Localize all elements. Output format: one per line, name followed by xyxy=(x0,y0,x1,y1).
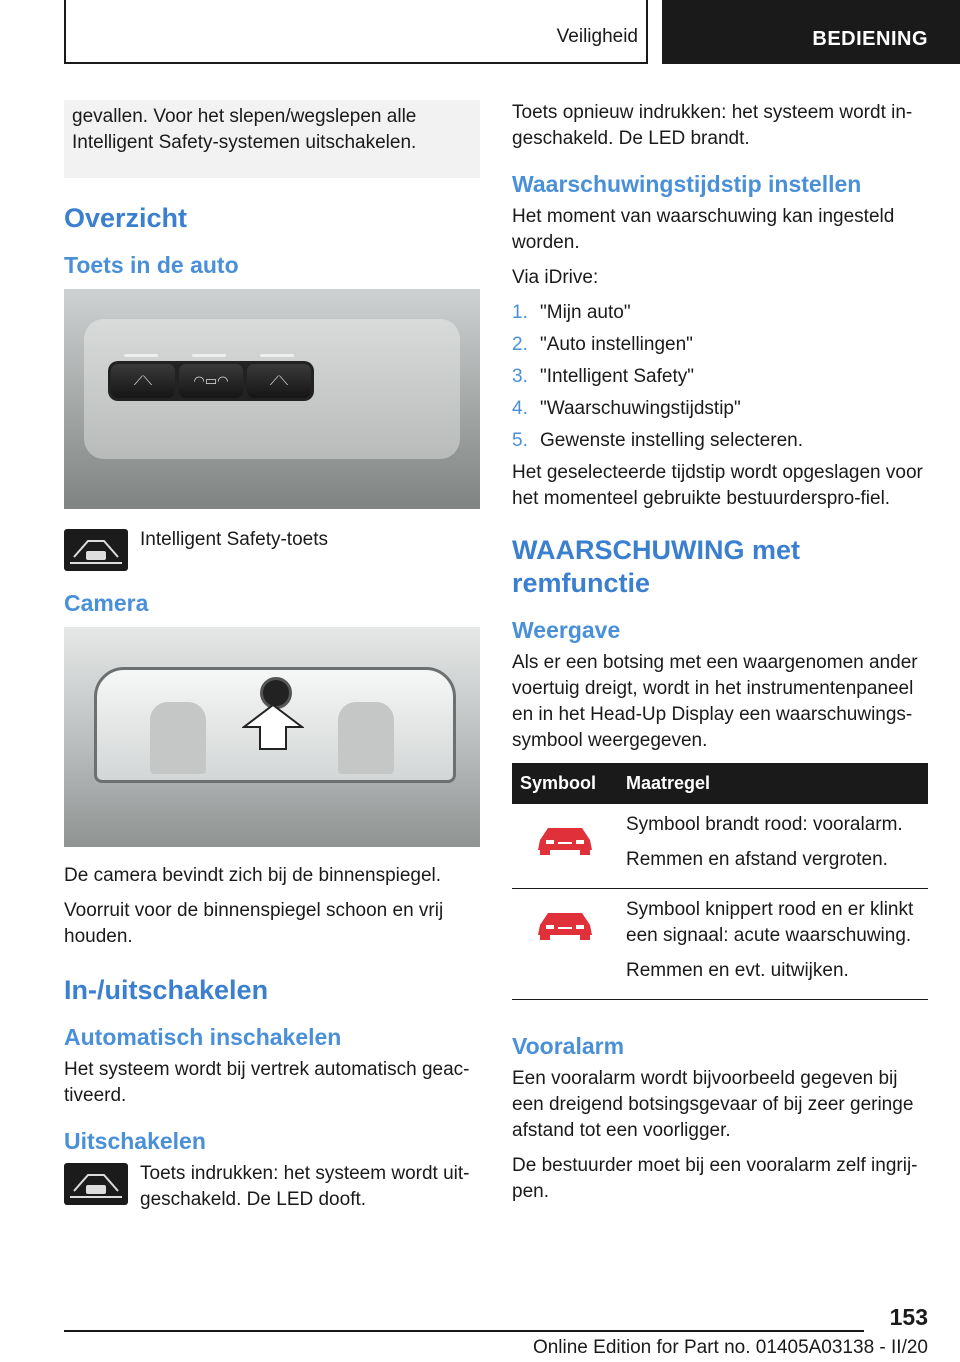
intelligent-safety-icon: ◠▭◠ xyxy=(179,364,243,398)
table-header-symbol: Symbool xyxy=(512,763,618,804)
heading-auto-on: Automatisch inschakelen xyxy=(64,1024,342,1050)
camera-windshield-photo xyxy=(64,627,480,847)
table-header-action: Maatregel xyxy=(618,763,928,804)
auto-on-text: Het systeem wordt bij vertrek automatisch geac-tiveerd. xyxy=(64,1059,470,1106)
switch-off-text: Toets indrukken: het systeem wordt uit-geschakeld. De LED dooft. xyxy=(140,1163,470,1210)
row-1-line-2: Remmen en afstand vergroten. xyxy=(626,849,888,870)
intelligent-safety-icon xyxy=(64,529,128,571)
list-item: 4. "Waarschuwingstijdstip" xyxy=(512,398,741,419)
symbol-table xyxy=(512,763,928,1000)
safety-button-caption: Intelligent Safety-toets xyxy=(140,529,328,550)
switch-on-text: Toets opnieuw indrukken: het systeem wordt in-geschakeld. De LED brandt. xyxy=(512,102,913,149)
note-text: gevallen. Voor het slepen/wegslepen alle Intelligent Safety-systemen uitschakelen. xyxy=(72,106,417,153)
prealarm-text-1: Een vooralarm wordt bijvoorbeeld gegeven bij een dreigend botsingsgevaar of bij zeer geringe afstand tot een voorligger. xyxy=(512,1068,914,1141)
idrive-steps-list xyxy=(512,300,928,454)
list-item: 5. Gewenste instelling selecteren. xyxy=(512,430,803,451)
page-number: 153 xyxy=(889,1304,928,1330)
heading-display: Weergave xyxy=(512,617,621,643)
intelligent-safety-icon xyxy=(64,1163,128,1205)
left-column xyxy=(64,100,480,1225)
lane-icon: ⟋⟍ xyxy=(111,364,175,398)
row-1-line-1: Symbool brandt rood: vooralarm. xyxy=(626,814,903,835)
table-row xyxy=(512,889,928,1000)
list-item: 3. "Intelligent Safety" xyxy=(512,366,694,387)
car-collision-warning-icon xyxy=(534,822,596,856)
heading-camera: Camera xyxy=(64,590,149,616)
switch-off-row xyxy=(64,1161,480,1213)
heading-button-in-car: Toets in de auto xyxy=(64,252,239,278)
lane-change-icon: ⟋⟍ xyxy=(247,364,311,398)
via-idrive-text: Via iDrive: xyxy=(512,267,599,288)
list-item: 2. "Auto instellingen" xyxy=(512,334,693,355)
prealarm-text-2: De bestuurder moet bij een vooralarm zelf ingrij-pen. xyxy=(512,1155,918,1202)
footer-edition: Online Edition for Part no. 01405A03138 - II/20 xyxy=(532,1337,928,1358)
footer-divider xyxy=(64,1330,864,1332)
dashboard-buttons-photo xyxy=(64,289,480,509)
list-item: 1. "Mijn auto" xyxy=(512,302,631,323)
note-box xyxy=(64,100,480,178)
header-section-title: Veiligheid xyxy=(556,26,638,47)
warning-time-text: Het moment van waarschuwing kan ingesteld worden. xyxy=(512,206,895,253)
arrow-up-icon xyxy=(242,703,304,751)
table-row xyxy=(512,804,928,889)
camera-clean-text: Voorruit voor de binnenspiegel schoon en vrij houden. xyxy=(64,900,444,947)
row-2-line-1: Symbool knippert rood en er klinkt een signaal: acute waarschuwing. xyxy=(626,899,914,946)
car-collision-warning-icon xyxy=(534,907,596,941)
row-2-line-2: Remmen en evt. uitwijken. xyxy=(626,960,849,981)
heading-switch-off: Uitschakelen xyxy=(64,1128,206,1154)
right-column xyxy=(512,100,928,1214)
heading-warning-brake: WAARSCHUWING met remfunctie xyxy=(512,535,800,598)
heading-on-off: In-/uitschakelen xyxy=(64,975,269,1005)
header-chapter-title: BEDIENING xyxy=(662,0,960,64)
saved-profile-text: Het geselecteerde tijdstip wordt opgeslagen voor het momenteel gebruikte bestuurderspro-fiel. xyxy=(512,462,923,509)
camera-location-text: De camera bevindt zich bij de binnenspiegel. xyxy=(64,865,442,886)
safety-button-legend xyxy=(64,527,480,571)
display-text: Als er een botsing met een waargenomen ander voertuig dreigt, wordt in het instrumentenpaneel en in het Head-Up Display een waarschuwings-symbool weergegeven. xyxy=(512,652,918,751)
heading-warning-time: Waarschuwingstijdstip instellen xyxy=(512,171,862,197)
heading-overview: Overzicht xyxy=(64,203,188,233)
heading-prealarm: Vooralarm xyxy=(512,1033,625,1059)
